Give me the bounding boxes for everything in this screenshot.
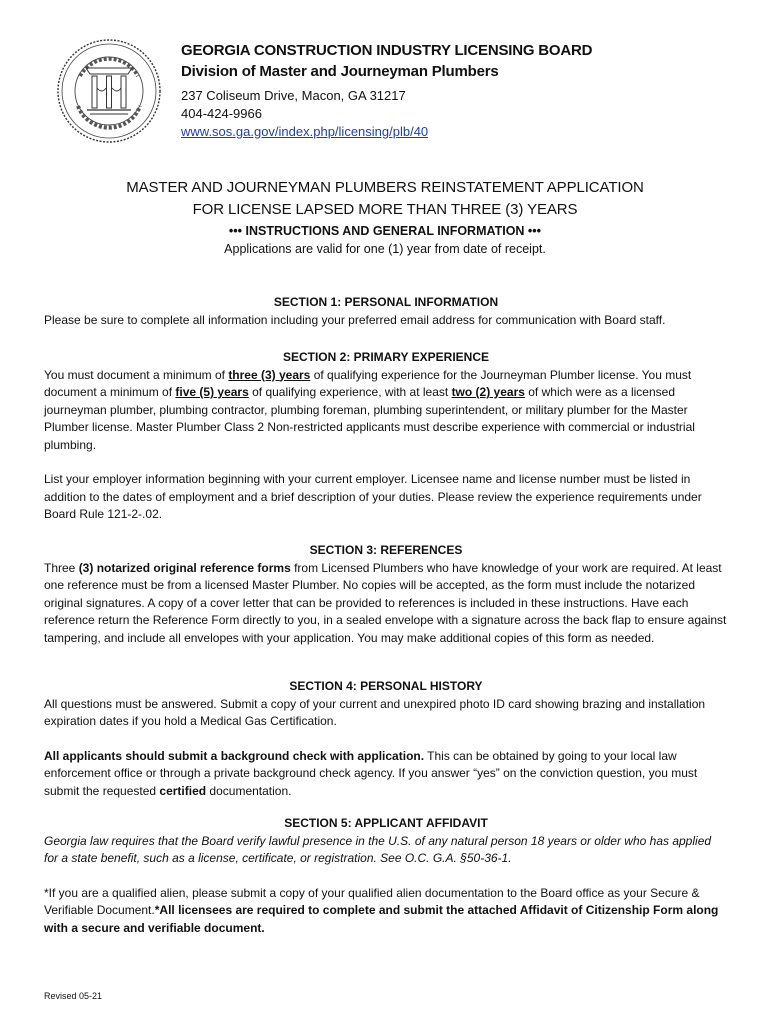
document-title [40,177,730,258]
validity-note: Applications are valid for one (1) year from date of receipt. [224,242,546,256]
section-2-heading: SECTION 2: PRIMARY EXPERIENCE [282,350,490,364]
section-5-legal-note: Georgia law requires that the Board verify lawful presence in the U.S. of any natural person 18 years or older who has applied for a state benefit, such as a license, certificate, or registration. See O.C. G.A. §50-36-1. [44,833,712,865]
section-1-heading: SECTION 1: PERSONAL INFORMATION [273,295,499,309]
phone: 404-424-9966 [181,106,262,121]
title-line-1: MASTER AND JOURNEYMAN PLUMBERS REINSTATEMENT APPLICATION [126,179,644,196]
section-2-paragraph-2: List your employer information beginning with your current employer. Licensee name and license number must be listed in addition to the dates of employment and a brief description of your duties. Please review the experience requirements under Board Rule 121-2-.02. [44,472,702,521]
section-3 [44,542,728,647]
section-3-heading: SECTION 3: REFERENCES [309,543,463,557]
section-5-paragraph-2: *If you are a qualified alien, please submit a copy of your qualified alien documentation to the Board office as your Secure & Verifiable Document.*All licensees are required to complete and submit the attached Affidavit of Citizenship Form along with a secure and verifiable document. [44,885,719,935]
section-1 [44,294,728,329]
section-2 [44,349,728,524]
title-line-2: FOR LICENSE LAPSED MORE THAN THREE (3) YEARS [192,201,578,218]
revision-date: Revised 05-21 [44,991,103,1001]
division-name: Division of Master and Journeyman Plumbers [181,63,499,80]
section-2-paragraph-1: You must document a minimum of three (3) years of qualifying experience for the Journeyman Plumber license. You must document a minimum of five (5) years of qualifying experience, with at least two (2) years of which were as a licensed journeyman plumber, plumbing contractor, plumbing foreman, plumbing superintendent, or military plumber for the Master Plumber license. Master Plumber Class 2 Non-restricted applicants must describe experience with commercial or industrial plumbing. [44,367,695,452]
instructions-heading: ••• INSTRUCTIONS AND GENERAL INFORMATION ••• [228,224,542,238]
section-5-heading: SECTION 5: APPLICANT AFFIDAVIT [284,816,488,830]
org-name: GEORGIA CONSTRUCTION INDUSTRY LICENSING BOARD [181,42,593,59]
section-4-paragraph-2: All applicants should submit a background check with application. This can be obtained by going to your local law enforcement office or through a private background check agency. If you answer “yes” on the conviction question, you must submit the requested certified documentation. [44,748,698,798]
section-4-heading: SECTION 4: PERSONAL HISTORY [289,679,483,693]
address: 237 Coliseum Drive, Macon, GA 31217 [181,88,406,103]
georgia-state-seal [56,38,162,144]
letterhead [181,40,741,141]
section-3-text: Three (3) notarized original reference forms from Licensed Plumbers who have knowledge of your work are required. At least one reference must be from a licensed Master Plumber. No copies will be accepted, as the form must include the notarized original signatures. A copy of a cover letter that can be provided to references is included in these instructions. Have each reference return the Reference Form directly to you, in a sealed envelope with a signature across the back flap to ensure against tampering, and include all envelopes with your application. You may make additional copies of this form as needed. [44,560,727,645]
section-1-text: Please be sure to complete all information including your preferred email address for communication with Board staff. [44,312,666,327]
section-4 [44,678,728,800]
section-4-paragraph-1: All questions must be answered. Submit a copy of your current and unexpired photo ID card showing brazing and installation expiration dates if you hold a Medical Gas Certification. [44,696,706,728]
section-5 [44,815,728,937]
website-link[interactable]: www.sos.ga.gov/index.php/licensing/plb/40 [181,124,429,139]
